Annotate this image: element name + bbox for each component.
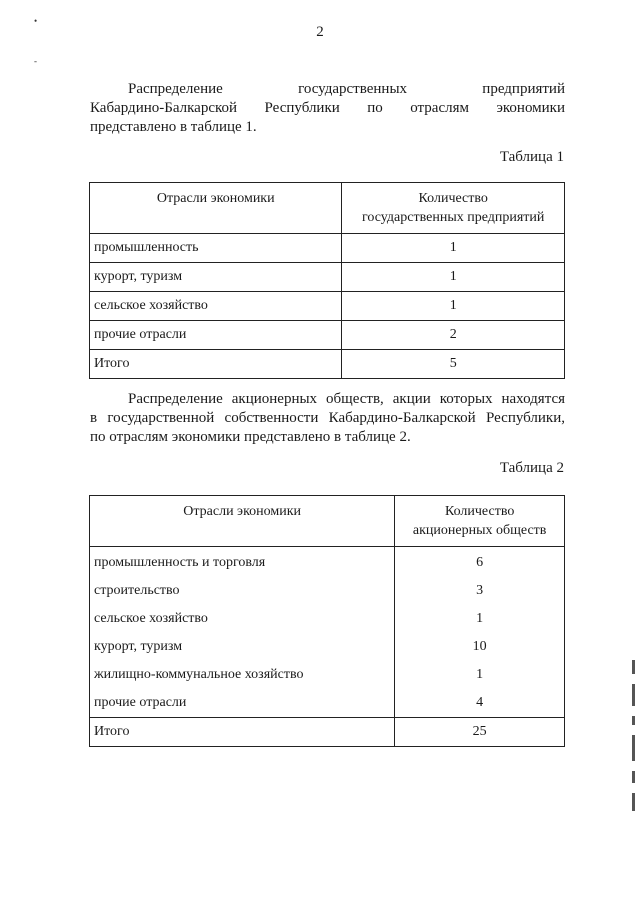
sector-cell: курорт, туризм: [90, 263, 342, 292]
total-label-cell: Итого: [90, 718, 395, 747]
table-row: [90, 292, 565, 321]
paragraph-line: по отраслям экономики представлено в таблице 2.: [90, 429, 411, 445]
sector-cell: жилищно-коммунальное хозяйство: [90, 661, 395, 689]
sector-cell: промышленность: [90, 234, 342, 263]
table-total-row: [90, 350, 565, 379]
column-header-count-line1: Количество: [418, 191, 488, 206]
count-cell: 4: [395, 689, 565, 718]
count-cell: 6: [395, 547, 565, 578]
total-value-cell: 25: [395, 718, 565, 747]
table-row: [90, 633, 565, 661]
sector-cell: промышленность и торговля: [90, 547, 395, 578]
table-row: [90, 321, 565, 350]
column-header-count-line1: Количество: [444, 504, 515, 519]
intro-paragraph: [90, 80, 565, 137]
sector-cell: прочие отрасли: [90, 321, 342, 350]
paragraph-line: Распределение акционерных обществ, акции которых находятся: [128, 391, 565, 407]
count-cell: 3: [395, 577, 565, 605]
table-1: [89, 182, 565, 379]
total-label-cell: Итого: [90, 350, 342, 379]
table1-caption: Таблица 1: [499, 149, 564, 165]
paragraph-line: представлено в таблице 1.: [90, 119, 257, 135]
sector-cell: курорт, туризм: [90, 633, 395, 661]
count-cell: 1: [395, 605, 565, 633]
column-header-count-line2: акционерных обществ: [412, 523, 547, 538]
count-cell: 10: [395, 633, 565, 661]
sector-cell: сельское хозяйство: [90, 605, 395, 633]
table-row: [90, 605, 565, 633]
paragraph-line: в государственной собственности Кабардино-Балкарской Республики,: [90, 410, 565, 426]
table-2: [89, 495, 565, 747]
scan-mark: •: [34, 16, 38, 26]
count-cell: 1: [342, 292, 565, 321]
sector-cell: строительство: [90, 577, 395, 605]
count-cell: 2: [342, 321, 565, 350]
table-row: [90, 661, 565, 689]
column-header-sector: Отрасли экономики: [90, 183, 342, 234]
column-header-count: [342, 183, 565, 234]
table-row: [90, 689, 565, 718]
scan-mark: -: [34, 56, 37, 66]
sector-cell: прочие отрасли: [90, 689, 395, 718]
column-header-sector: Отрасли экономики: [90, 496, 395, 547]
table2-caption: Таблица 2: [499, 460, 564, 476]
sector-cell: сельское хозяйство: [90, 292, 342, 321]
paragraph-line: Распределение государственных предприятий: [128, 81, 565, 97]
column-header-count-line2: государственных предприятий: [362, 210, 545, 225]
table-total-row: [90, 718, 565, 747]
table-row: [90, 263, 565, 292]
count-cell: 1: [342, 263, 565, 292]
paragraph-line: Кабардино-Балкарской Республики по отраслям экономики: [90, 100, 565, 116]
count-cell: 1: [342, 234, 565, 263]
table-row: [90, 234, 565, 263]
column-header-count: [395, 496, 565, 547]
table-row: [90, 547, 565, 578]
total-value-cell: 5: [342, 350, 565, 379]
scan-edge-marks: [632, 660, 638, 840]
count-cell: 1: [395, 661, 565, 689]
table-row: [90, 577, 565, 605]
page-number: 2: [316, 24, 324, 40]
table-header-row: [90, 183, 565, 234]
middle-paragraph: [90, 390, 565, 447]
table-header-row: [90, 496, 565, 547]
